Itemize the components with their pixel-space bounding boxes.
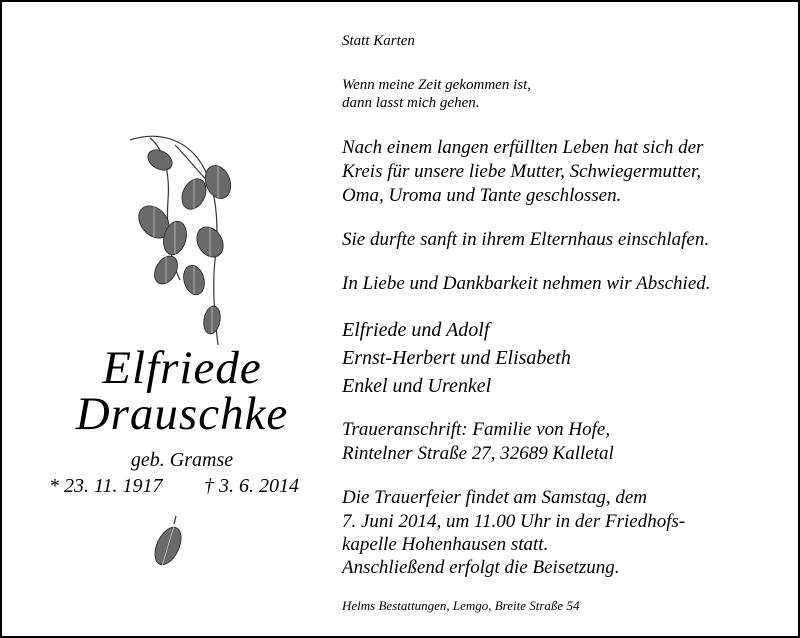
paragraph-1-line-3: Oma, Uroma und Tante geschlossen.	[342, 185, 622, 206]
leaf-icon	[150, 514, 190, 570]
birth-date: * 23. 11. 1917	[49, 475, 163, 497]
family-line-3: Enkel und Urenkel	[342, 375, 492, 397]
birch-branch-icon	[120, 130, 260, 350]
address-line-2: Rintelner Straße 27, 32689 Kalletal	[342, 443, 614, 464]
address-line-1: Traueranschrift: Familie von Hofe,	[342, 419, 611, 440]
funeral-line-3: kapelle Hohenhausen statt.	[342, 534, 549, 555]
birth-name: geb. Gramse	[130, 449, 234, 471]
family-line-1: Elfriede und Adolf	[342, 319, 490, 341]
funeral-line-2: 7. Juni 2014, um 11.00 Uhr in der Friedhofs-	[342, 511, 686, 532]
last-name: Drauschke	[75, 388, 289, 440]
verse-line-2: dann lasst mich gehen.	[342, 95, 480, 111]
header-text: Statt Karten	[342, 33, 415, 49]
paragraph-3: In Liebe und Dankbarkeit nehmen wir Abschied.	[342, 273, 711, 294]
paragraph-2: Sie durfte sanft in ihrem Elternhaus einschlafen.	[342, 229, 710, 250]
death-date: † 3. 6. 2014	[204, 475, 299, 497]
first-name: Elfriede	[102, 342, 262, 394]
funeral-line-4: Anschließend erfolgt die Beisetzung.	[342, 557, 620, 578]
verse-line-1: Wenn meine Zeit gekommen ist,	[342, 77, 531, 93]
funeral-line-1: Die Trauerfeier findet am Samstag, dem	[342, 487, 648, 508]
paragraph-1-line-1: Nach einem langen erfüllten Leben hat sich der	[342, 137, 704, 158]
paragraph-1-line-2: Kreis für unsere liebe Mutter, Schwiegermutter,	[342, 161, 702, 182]
family-line-2: Ernst-Herbert und Elisabeth	[342, 347, 571, 369]
undertaker-line: Helms Bestattungen, Lemgo, Breite Straße 54	[342, 598, 580, 613]
